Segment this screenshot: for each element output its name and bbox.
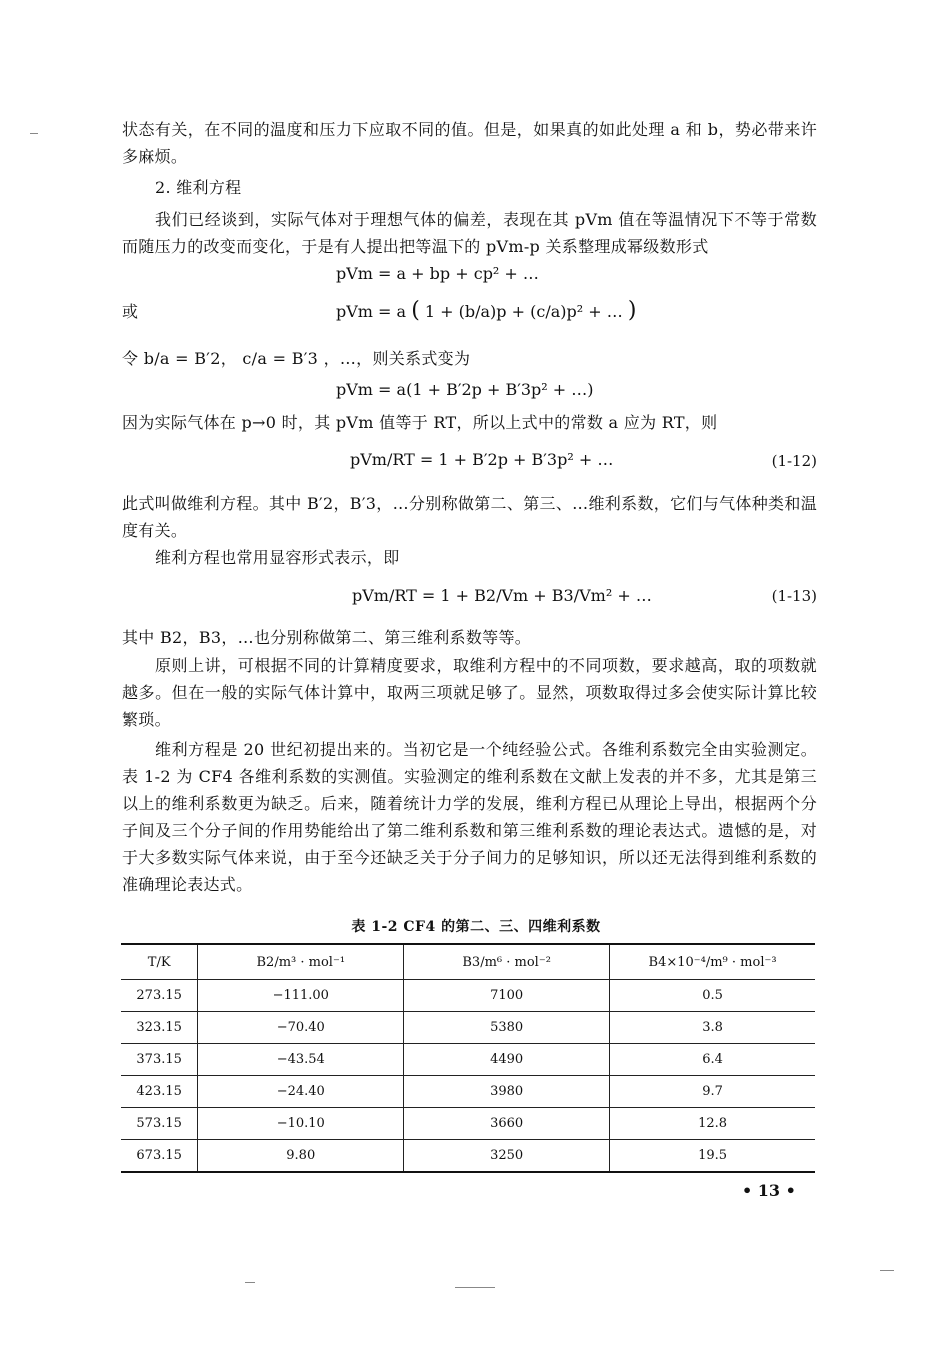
paragraph-8: 维利方程是 20 世纪初提出来的。当初它是一个纯经验公式。各维利系数完全由实验测定。表 1-2 为 CF4 各维利系数的实测值。实验测定的维利系数在文献上发表的并不多，尤其是第三以上的维利系数更为缺乏。后来，随着统计力学的发展，维利方程已从理论上导出，根据两个分子间及三个分子间的作用势能给出了第二维利系数和第三维利系数的理论表达式。遗憾的是，对于大多数实际气体来说，由于至今还缺乏关于分子间力的足够知识，所以还无法得到维利系数的准确理论表达式。 [122, 740, 817, 894]
cell-b4: 3.8 [610, 1012, 815, 1044]
paragraph-4: 此式叫做维利方程。其中 B′2，B′3，…分别称做第二、第三、…维利系数，它们与气体种类和温度有关。 [122, 494, 817, 540]
scan-speck [455, 1287, 495, 1288]
cell-b3: 3660 [404, 1108, 610, 1140]
cell-b2: −10.10 [198, 1108, 404, 1140]
equation-5-number: (1-13) [771, 587, 817, 605]
let-expr-2: c/a = B′3 [242, 349, 319, 368]
table-caption: 表 1-2 CF4 的第二、三、四维利系数 [351, 919, 601, 935]
table-row [121, 1044, 815, 1076]
cell-temperature: 673.15 [121, 1140, 198, 1173]
header-b3: B3/m⁶ · mol⁻² [404, 944, 610, 980]
section-heading: 2. 维利方程 [155, 178, 242, 197]
paragraph-7: 原则上讲，可根据不同的计算精度要求，取维利方程中的不同项数，要求越高，取的项数就越多。但在一般的实际气体计算中，取两三项就足够了。显然，项数取得过多会使实际计算比较繁琐。 [122, 656, 817, 729]
let-expr-1: b/a = B′2 [143, 349, 221, 368]
or-label: 或 [122, 302, 139, 321]
table-row [121, 1076, 815, 1108]
paragraph-3: 因为实际气体在 p→0 时，其 pVm 值等于 RT，所以上式中的常数 a 应为 RT，则 [122, 413, 718, 432]
equation-3: pVm = a(1 + B′2p + B′3p² + …) [336, 380, 594, 399]
paragraph-2: 我们已经谈到，实际气体对于理想气体的偏差，表现在其 pVm 值在等温情况下不等于常数而随压力的改变而变化，于是有人提出把等温下的 pVm-p 关系整理成幂级数形式 [122, 210, 817, 256]
header-b4: B4×10⁻⁴/m⁹ · mol⁻³ [610, 944, 815, 980]
equation-2 [336, 298, 636, 323]
table-row [121, 1108, 815, 1140]
let-suffix: ，…，则关系式变为 [323, 349, 471, 368]
cell-b4: 0.5 [610, 980, 815, 1012]
left-paren: ( [411, 298, 420, 323]
equation-1: pVm = a + bp + cp² + … [336, 264, 539, 283]
equation-4: pVm/RT = 1 + B′2p + B′3p² + … [350, 450, 614, 469]
paragraph-5: 维利方程也常用显容形式表示，即 [155, 548, 400, 567]
paragraph-1: 状态有关，在不同的温度和压力下应取不同的值。但是，如果真的如此处理 a 和 b，势必带来许多麻烦。 [122, 120, 817, 166]
let-line: 令 b/a = B′2， c/a = B′3 ，…，则关系式变为 [122, 349, 471, 368]
cell-b3: 7100 [404, 980, 610, 1012]
cell-b3: 5380 [404, 1012, 610, 1044]
equation-2-lhs: pVm = a [336, 302, 407, 321]
table-row [121, 1012, 815, 1044]
header-b2: B2/m³ · mol⁻¹ [198, 944, 404, 980]
equation-5: pVm/RT = 1 + B2/Vm + B3/Vm² + … [352, 586, 652, 605]
cell-b2: −24.40 [198, 1076, 404, 1108]
equation-2-inner: 1 + (b/a)p + (c/a)p² + … [424, 302, 623, 321]
cell-b2: 9.80 [198, 1140, 404, 1173]
cell-b4: 19.5 [610, 1140, 815, 1173]
cell-b2: −43.54 [198, 1044, 404, 1076]
header-temperature: T/K [121, 944, 198, 980]
paragraph-6: 其中 B2，B3，…也分别称做第二、第三维利系数等等。 [122, 628, 532, 647]
right-paren: ) [627, 298, 637, 323]
cell-temperature: 573.15 [121, 1108, 198, 1140]
table-header-row [121, 944, 815, 980]
cell-temperature: 323.15 [121, 1012, 198, 1044]
cell-b4: 12.8 [610, 1108, 815, 1140]
scan-speck [30, 133, 38, 134]
table-row [121, 980, 815, 1012]
cell-temperature: 373.15 [121, 1044, 198, 1076]
cell-temperature: 423.15 [121, 1076, 198, 1108]
cell-b2: −70.40 [198, 1012, 404, 1044]
cell-b3: 4490 [404, 1044, 610, 1076]
cell-b2: −111.00 [198, 980, 404, 1012]
virial-coefficient-table [121, 943, 815, 1173]
cell-b3: 3250 [404, 1140, 610, 1173]
let-prefix: 令 [122, 349, 139, 368]
cell-b4: 9.7 [610, 1076, 815, 1108]
cell-b3: 3980 [404, 1076, 610, 1108]
equation-4-number: (1-12) [771, 452, 817, 470]
cell-b4: 6.4 [610, 1044, 815, 1076]
table-row [121, 1140, 815, 1173]
scan-speck [880, 1270, 894, 1271]
page-number: • 13 • [742, 1181, 796, 1200]
cell-temperature: 273.15 [121, 980, 198, 1012]
scan-speck [245, 1282, 255, 1283]
